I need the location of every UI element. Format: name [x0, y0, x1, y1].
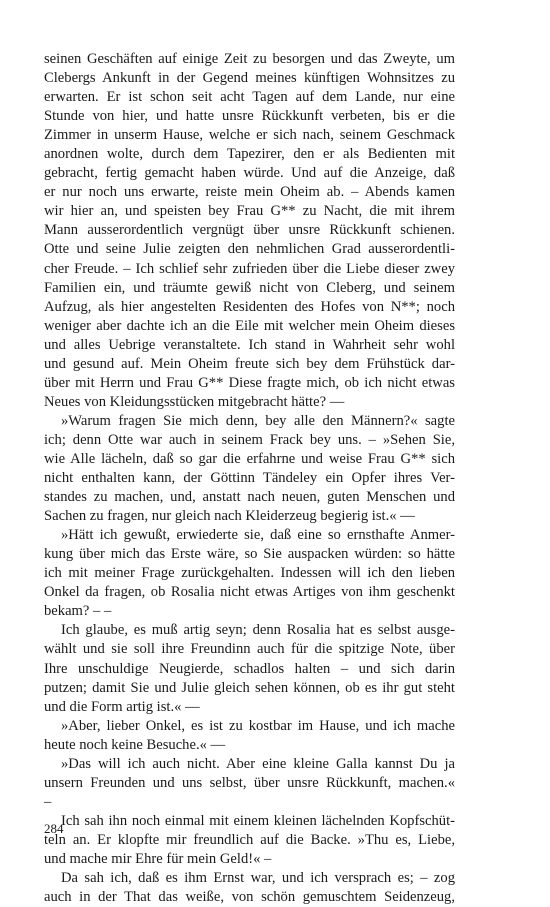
text-line: er nur noch uns erwarte, reiste mein Oheim ab. – Abends kamen	[44, 184, 455, 201]
text-line: bekam? – –	[44, 603, 112, 620]
text-line: kung über mich das Erste wäre, so Sie auspacken würden: so hätte	[44, 546, 455, 563]
text-line: »Hätt ich gewußt, erwiederte sie, daß eine so ernsthafte Anmer-	[61, 527, 455, 544]
text-line: Neues von Kleidungsstücken mitgebracht hätte? ––	[44, 393, 345, 410]
text-line: »Das will ich auch nicht. Aber eine kleine Galla kannst Du ja	[61, 755, 455, 772]
text-line: unsern Freunden und uns selbst, über unsre Rückkunft, machen.«	[44, 774, 455, 791]
text-line: auch in der That das weiße, von schön gemuschtem Seidenzeug,	[44, 889, 455, 906]
text-line: Clebergs Ankunft in der Gegend meines künftigen Wohnsitzes zu	[44, 70, 455, 87]
text-line: Ich glaube, es muß artig seyn; denn Rosalia hat es selbst ausge-	[61, 622, 455, 639]
text-line: Otte und seine Julie zeigten den nehmlichen Grad ausserordentli-	[44, 241, 455, 258]
text-line: Zimmer in unserm Hause, welche er sich nach, seinem Geschmack	[44, 127, 455, 144]
text-line: heute noch keine Besuche.« ––	[44, 736, 226, 753]
text-line: Sachen zu fragen, nur gleich nach Kleiderzeug begierig ist.« ––	[44, 508, 415, 525]
text-line: Da sah ich, daß es ihm Ernst war, und ich versprach es; – zog	[61, 870, 455, 887]
text-line: »Warum fragen Sie mich denn, bey alle den Männern?« sagte	[61, 412, 455, 429]
body-text	[44, 50, 455, 907]
text-line: cher Freude. – Ich schlief sehr zufrieden über die Liebe dieser zwey	[44, 260, 455, 277]
text-line: Ich sah ihn noch einmal mit einem kleinen lächelnden Kopfschüt-	[61, 812, 455, 829]
text-line: weniger aber dachte ich an die Eile mit welcher mein Oheim dieses	[44, 317, 455, 334]
text-line: Mann ausserordentlich vergnügt über unsre Rückkunft schienen.	[44, 222, 455, 239]
text-line: über mit Herrn und Frau G** Diese fragte mich, ob ich nicht etwas	[44, 374, 455, 391]
text-line: Onkel da fragen, ob Rosalia nicht etwas Artiges von ihm geschenkt	[44, 584, 455, 601]
page-number: 284	[44, 821, 64, 836]
text-line: wie Alle lächeln, daß so gar die erfahrne und weise Frau G** sich	[44, 450, 455, 467]
text-line: Ihre unschuldige Neugierde, schadlos halten – und sich darin	[44, 660, 455, 677]
text-line: putzen; damit Sie und Julie gleich sehen können, ob es ihr gut steht	[44, 679, 455, 696]
text-line: teln an. Er klopfte mir freundlich auf die Backe. »Thu es, Liebe,	[44, 831, 455, 848]
text-line: ich; denn Otte war auch in seinem Frack bey uns. – »Sehen Sie,	[44, 431, 455, 448]
text-line: seinen Geschäften auf einige Zeit zu besorgen und das Zweyte, um	[44, 51, 455, 67]
text-line: Familien ein, und träumte gewiß nicht von Cleberg, und seinem	[44, 279, 455, 296]
text-line: »Aber, lieber Onkel, es ist zu kostbar im Hause, und ich mache	[61, 717, 455, 734]
text-line: Aufzug, als hier angestelten Residenten des Hofes von N**; noch	[44, 298, 455, 315]
text-line: wir hier an, und speisten bey Frau G** zu Nacht, die mit ihrem	[44, 203, 455, 220]
text-line: erwarten. Er ist schon seit acht Tagen auf dem Lande, nur eine	[44, 89, 455, 106]
text-line: und mache mir Ehre für mein Geld!« –	[44, 850, 272, 867]
text-line: und alles Uebrige veranstaltete. Ich stand in Wahrheit sehr wohl	[44, 336, 455, 353]
text-line: Stunde von hier, und hatte unsre Rückkunft verbeten, bis er die	[44, 108, 455, 125]
text-line: und gesund auf. Mein Oheim freute sich bey dem Frühstück dar-	[44, 355, 455, 372]
text-line: standes zu machen, und, anstatt nach neuen, guten Menschen und	[44, 489, 455, 506]
text-line: nicht enthalten kann, der Göttinn Tändeley ein Opfer ihres Ver-	[44, 470, 455, 487]
text-line: gebracht, fertig gemacht haben würde. Und auf die Anzeige, daß	[44, 165, 455, 182]
text-line: wählt und sie soll ihre Freundinn auch für die spitzige Note, über	[44, 641, 455, 658]
text-line: und die Form artig ist.« ––	[44, 698, 200, 715]
text-line: ich mit meiner Frage zurückgehalten. Indessen will ich den lieben	[44, 565, 455, 582]
text-line: anordnen wolte, durch dem Tapezirer, den er als Bedienten mit	[44, 146, 455, 163]
text-line: –	[44, 793, 52, 810]
